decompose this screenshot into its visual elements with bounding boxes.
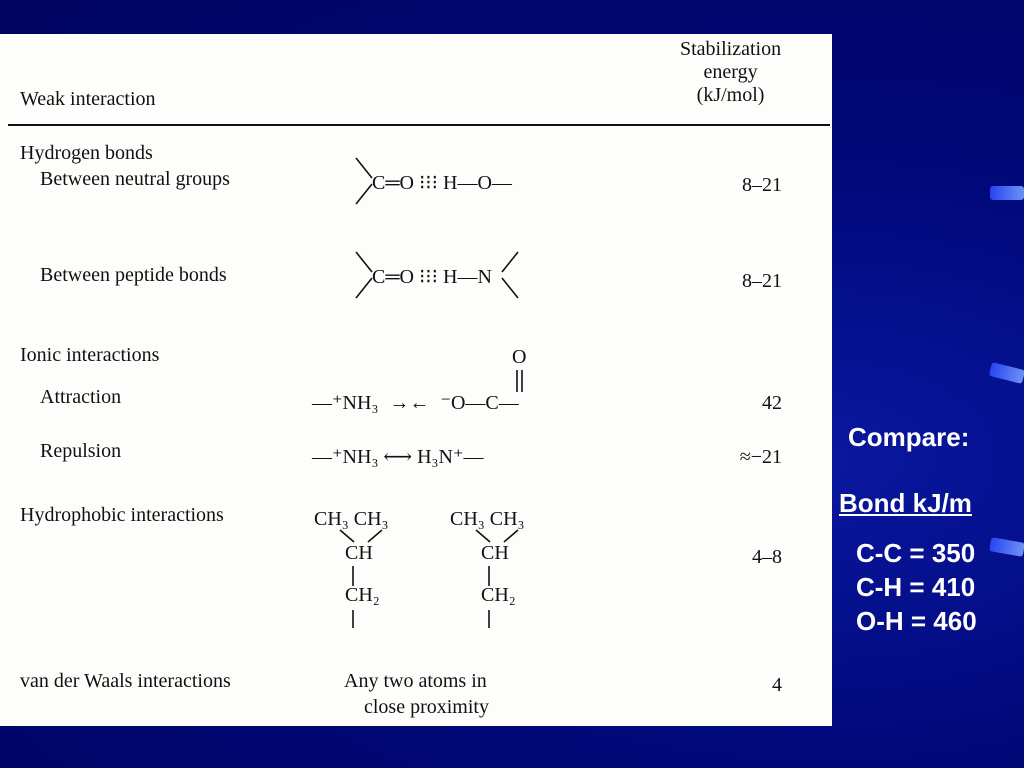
category-vdw: van der Waals interactions (20, 670, 231, 692)
bond-line-a-bottom (348, 608, 358, 630)
attraction-right: ⁻O—C— (440, 392, 519, 414)
header-interaction: Weak interaction (20, 88, 156, 110)
decor-bar (989, 362, 1024, 384)
interaction-table (0, 34, 832, 726)
structure-neutral: C═O ⁝⁝⁝ H—O— (372, 172, 512, 194)
structure-repulsion: —⁺NH₃ ⟷ H₃N⁺— (312, 446, 484, 468)
row-label-neutral: Between neutral groups (40, 168, 230, 190)
energy-peptide: 8–21 (742, 270, 782, 292)
category-ionic: Ionic interactions (20, 344, 160, 366)
energy-hydrophobic: 4–8 (752, 546, 782, 568)
bond-line-b-bottom (484, 608, 494, 630)
structure-attraction (312, 390, 519, 415)
category-hydrogen-bonds: Hydrogen bonds (20, 142, 153, 164)
compare-row-ch: C-H = 410 (856, 572, 976, 602)
vdw-desc-line2: close proximity (364, 696, 489, 718)
attraction-arrow: →← (389, 392, 430, 414)
header-divider (8, 124, 830, 126)
header-energy (680, 38, 781, 107)
structure-hydrophobic-a-ch2: CH₂ (345, 584, 380, 606)
structure-peptide: C═O ⁝⁝⁝ H—N (372, 266, 492, 288)
structure-hydrophobic-b-ch3: CH₃ CH₃ (450, 508, 525, 530)
compare-title: Compare: (848, 422, 970, 452)
row-label-peptide: Between peptide bonds (40, 264, 227, 286)
compare-row-cc: C-C = 350 (856, 538, 976, 568)
carbonyl-oxygen: O (512, 346, 527, 368)
compare-row-oh: O-H = 460 (856, 606, 977, 636)
energy-attraction: 42 (762, 392, 782, 414)
compare-header: Bond kJ/m (839, 488, 972, 518)
header-energy-line1: Stabilization (680, 38, 782, 60)
category-hydrophobic: Hydrophobic interactions (20, 504, 224, 526)
decor-bar (989, 537, 1024, 557)
energy-vdw: 4 (772, 674, 782, 696)
row-label-repulsion: Repulsion (40, 440, 122, 462)
vdw-desc-line1: Any two atoms in (344, 670, 487, 692)
decor-bar (990, 186, 1024, 200)
energy-neutral: 8–21 (742, 174, 782, 196)
structure-hydrophobic-b-ch2: CH₂ (481, 584, 516, 606)
header-energy-line2: energy (703, 61, 758, 83)
structure-hydrophobic-b-ch: CH (481, 542, 509, 564)
header-energy-line3: (kJ/mol) (696, 84, 765, 106)
attraction-left: —⁺NH₃ (312, 392, 379, 414)
row-label-attraction: Attraction (40, 386, 122, 408)
energy-repulsion: ≈−21 (739, 446, 782, 468)
structure-hydrophobic-a-ch: CH (345, 542, 373, 564)
bond-lines-peptide-right (498, 248, 522, 302)
structure-hydrophobic-a-ch3: CH₃ CH₃ (314, 508, 389, 530)
